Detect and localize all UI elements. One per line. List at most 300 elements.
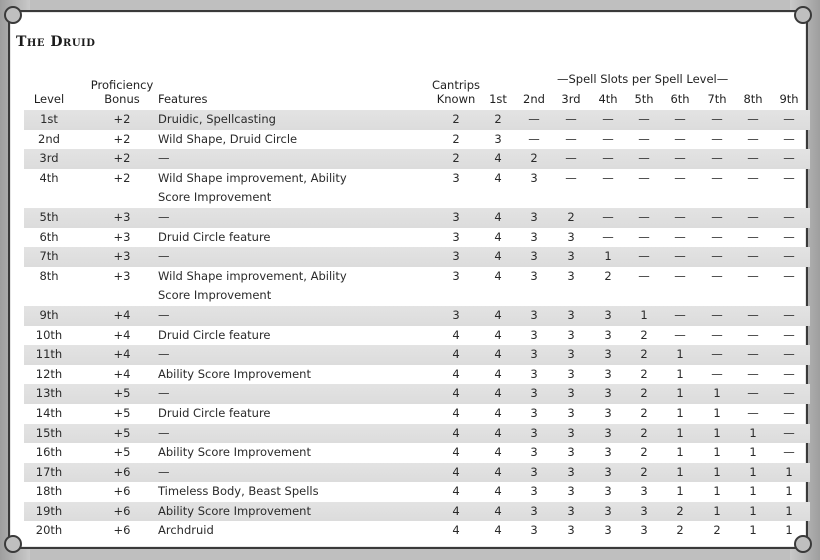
table-row — [24, 482, 810, 502]
cell-slot-9: — — [783, 209, 795, 224]
cell-slot-9: — — [783, 405, 795, 420]
cell-slot-3: 3 — [567, 445, 575, 460]
cell-slot-5: 3 — [640, 523, 648, 538]
cell-proficiency: +5 — [113, 386, 131, 401]
cell-level: 6th — [39, 229, 59, 244]
cell-slot-6: — — [674, 112, 686, 126]
cell-slot-6: — — [674, 249, 686, 264]
cell-slot-9: — — [783, 112, 795, 126]
cell-slot-8: — — [747, 112, 759, 126]
cell-slot-8: 1 — [749, 464, 757, 479]
cell-proficiency: +3 — [113, 209, 131, 224]
cell-slot-8: — — [747, 151, 759, 166]
cell-features: Druid Circle feature — [158, 327, 271, 342]
cell-slot-7: — — [711, 229, 723, 244]
cell-level: 14th — [35, 405, 63, 420]
cell-slot-6: 1 — [676, 425, 684, 440]
cell-cantrips: 4 — [452, 386, 460, 401]
cell-slot-7: 1 — [713, 445, 721, 460]
table-header — [24, 64, 810, 110]
cell-slot-1: 4 — [494, 327, 502, 342]
cell-slot-5: 2 — [640, 386, 648, 401]
cell-slot-4: — — [602, 112, 614, 126]
cell-slot-8: — — [747, 170, 759, 185]
cell-cantrips: 3 — [452, 268, 460, 283]
cell-slot-4: 3 — [604, 523, 612, 538]
cell-features: Druid Circle feature — [158, 229, 271, 244]
cell-slot-8: — — [747, 405, 759, 420]
cell-slot-4: 3 — [604, 386, 612, 401]
cell-slot-2: 3 — [530, 366, 538, 381]
cell-cantrips: 4 — [452, 425, 460, 440]
cell-slot-7: 1 — [713, 503, 721, 518]
cell-slot-8: 1 — [749, 425, 757, 440]
cell-slot-9: 1 — [785, 523, 793, 538]
header-slot-1st: 1st — [489, 92, 507, 106]
cell-proficiency: +3 — [113, 249, 131, 264]
cell-features: — — [158, 425, 170, 440]
cell-features: Druidic, Spellcasting — [158, 112, 276, 126]
table-body — [24, 110, 810, 541]
cell-slot-3: 3 — [567, 327, 575, 342]
cell-slot-7: — — [711, 347, 723, 362]
cell-slot-1: 4 — [494, 249, 502, 264]
table-row — [24, 424, 810, 444]
cell-slot-5: — — [638, 249, 650, 264]
cell-slot-8: — — [747, 366, 759, 381]
cell-slot-1: 4 — [494, 366, 502, 381]
header-slot-6th: 6th — [670, 92, 690, 106]
cell-slot-4: — — [602, 209, 614, 224]
cell-slot-5: 1 — [640, 307, 648, 322]
cell-slot-7: — — [711, 366, 723, 381]
table-row — [24, 247, 810, 267]
frame-corner-ornament — [794, 6, 812, 24]
cell-level: 4th — [39, 170, 59, 185]
cell-slot-3: 3 — [567, 347, 575, 362]
header-slot-8th: 8th — [743, 92, 763, 106]
table-row — [24, 443, 810, 463]
cell-proficiency: +5 — [113, 445, 131, 460]
cell-slot-5: — — [638, 151, 650, 166]
header-cantrips-line2: Known — [436, 92, 476, 106]
cell-slot-5: 3 — [640, 503, 648, 518]
header-slot-3rd: 3rd — [561, 92, 581, 106]
cell-cantrips: 4 — [452, 523, 460, 538]
cell-proficiency: +6 — [113, 523, 131, 538]
cell-slot-3: 3 — [567, 464, 575, 479]
cell-slot-8: 1 — [749, 445, 757, 460]
header-slot-2nd: 2nd — [523, 92, 545, 106]
cell-slot-6: 2 — [676, 503, 684, 518]
table-title: The Druid — [16, 34, 96, 50]
cell-slot-1: 4 — [494, 503, 502, 518]
cell-slot-6: 1 — [676, 405, 684, 420]
cell-slot-2: 3 — [530, 484, 538, 499]
cell-slot-4: 2 — [604, 268, 612, 283]
cell-slot-9: — — [783, 131, 795, 146]
cell-proficiency: +4 — [113, 347, 131, 362]
cell-level: 9th — [39, 307, 59, 322]
cell-slot-2: — — [528, 131, 540, 146]
cell-slot-6: 1 — [676, 445, 684, 460]
cell-slot-3: 3 — [567, 484, 575, 499]
cell-slot-4: 3 — [604, 484, 612, 499]
cell-level: 8th — [39, 268, 59, 283]
cell-slot-6: — — [674, 268, 686, 283]
cell-level: 5th — [39, 209, 59, 224]
cell-slot-4: 3 — [604, 366, 612, 381]
cell-cantrips: 4 — [452, 327, 460, 342]
cell-slot-5: 2 — [640, 405, 648, 420]
cell-slot-4: — — [602, 170, 614, 185]
cell-features: Ability Score Improvement — [158, 366, 311, 381]
cell-slot-4: 3 — [604, 425, 612, 440]
header-features: Features — [158, 92, 208, 106]
cell-level: 17th — [35, 464, 63, 479]
cell-level: 16th — [35, 445, 63, 460]
cell-cantrips: 2 — [452, 112, 460, 126]
cell-slot-7: — — [711, 131, 723, 146]
header-slot-7th: 7th — [707, 92, 727, 106]
cell-slot-4: 3 — [604, 445, 612, 460]
cell-slot-1: 4 — [494, 347, 502, 362]
cell-slot-6: 1 — [676, 347, 684, 362]
cell-slot-5: 2 — [640, 327, 648, 342]
cell-slot-1: 4 — [494, 405, 502, 420]
frame-corner-ornament — [4, 535, 22, 553]
cell-proficiency: +2 — [113, 170, 131, 185]
cell-slot-6: 1 — [676, 386, 684, 401]
header-slot-9th: 9th — [779, 92, 799, 106]
cell-slot-6: — — [674, 151, 686, 166]
cell-slot-7: 1 — [713, 405, 721, 420]
cell-proficiency: +6 — [113, 464, 131, 479]
cell-slot-8: — — [747, 327, 759, 342]
cell-proficiency: +4 — [113, 327, 131, 342]
cell-slot-6: — — [674, 327, 686, 342]
druid-table — [24, 64, 810, 541]
cell-slot-2: 3 — [530, 170, 538, 185]
cell-slot-2: 2 — [530, 151, 538, 166]
cell-cantrips: 4 — [452, 503, 460, 518]
cell-proficiency: +4 — [113, 307, 131, 322]
cell-features: Wild Shape improvement, Ability Score Improvement — [158, 170, 347, 205]
cell-cantrips: 4 — [452, 347, 460, 362]
cell-slot-7: 1 — [713, 484, 721, 499]
table-row — [24, 110, 810, 130]
cell-level: 10th — [35, 327, 63, 342]
cell-slot-3: 3 — [567, 425, 575, 440]
cell-slot-5: 2 — [640, 425, 648, 440]
cell-cantrips: 4 — [452, 366, 460, 381]
cell-slot-9: — — [783, 170, 795, 185]
cell-slot-1: 4 — [494, 484, 502, 499]
header-slot-5th: 5th — [634, 92, 654, 106]
cell-slot-7: 2 — [713, 523, 721, 538]
cell-slot-1: 4 — [494, 209, 502, 224]
cell-slot-1: 3 — [494, 131, 502, 146]
cell-slot-6: — — [674, 307, 686, 322]
cell-slot-2: 3 — [530, 268, 538, 283]
cell-cantrips: 3 — [452, 307, 460, 322]
cell-slot-2: 3 — [530, 405, 538, 420]
cell-slot-1: 4 — [494, 386, 502, 401]
cell-slot-8: — — [747, 131, 759, 146]
cell-slot-3: — — [565, 131, 577, 146]
table-row — [24, 130, 810, 150]
cell-slot-2: 3 — [530, 464, 538, 479]
cell-level: 18th — [35, 484, 63, 499]
cell-slot-4: 3 — [604, 503, 612, 518]
cell-slot-3: — — [565, 151, 577, 166]
cell-slot-3: — — [565, 170, 577, 185]
cell-features: — — [158, 249, 170, 264]
table-row — [24, 228, 810, 248]
cell-features: Wild Shape improvement, Ability Score Improvement — [158, 268, 347, 303]
cell-slot-8: — — [747, 249, 759, 264]
cell-slot-7: — — [711, 112, 723, 126]
cell-proficiency: +3 — [113, 268, 131, 283]
cell-proficiency: +2 — [113, 112, 131, 126]
cell-slot-2: 3 — [530, 209, 538, 224]
cell-slot-9: — — [783, 268, 795, 283]
cell-slot-8: 1 — [749, 484, 757, 499]
cell-slot-7: — — [711, 268, 723, 283]
table-row — [24, 345, 810, 365]
cell-slot-9: — — [783, 229, 795, 244]
cell-slot-9: — — [783, 386, 795, 401]
cell-slot-8: — — [747, 229, 759, 244]
cell-proficiency: +3 — [113, 229, 131, 244]
cell-slot-1: 4 — [494, 307, 502, 322]
cell-slot-4: 1 — [604, 249, 612, 264]
cell-slot-6: 1 — [676, 366, 684, 381]
cell-slot-1: 4 — [494, 170, 502, 185]
cell-level: 20th — [35, 523, 63, 538]
cell-slot-2: 3 — [530, 229, 538, 244]
cell-slot-2: 3 — [530, 347, 538, 362]
cell-slot-5: 2 — [640, 445, 648, 460]
cell-slot-9: — — [783, 327, 795, 342]
cell-slot-7: — — [711, 170, 723, 185]
header-proficiency-line1: Proficiency — [90, 78, 154, 92]
cell-slot-6: — — [674, 209, 686, 224]
cell-slot-4: 3 — [604, 327, 612, 342]
cell-features: — — [158, 386, 170, 401]
cell-slot-5: 2 — [640, 464, 648, 479]
cell-cantrips: 4 — [452, 484, 460, 499]
spell-slots-header: —Spell Slots per Spell Level— — [557, 72, 729, 86]
cell-slot-5: 3 — [640, 484, 648, 499]
cell-level: 2nd — [38, 131, 60, 146]
cell-slot-6: 2 — [676, 523, 684, 538]
cell-slot-5: — — [638, 209, 650, 224]
cell-slot-7: 1 — [713, 464, 721, 479]
cell-proficiency: +2 — [113, 151, 131, 166]
table-row — [24, 149, 810, 169]
frame-corner-ornament — [4, 6, 22, 24]
cell-slot-5: 2 — [640, 347, 648, 362]
cell-slot-5: — — [638, 112, 650, 126]
cell-slot-6: — — [674, 229, 686, 244]
header-level: Level — [33, 92, 65, 106]
cell-slot-9: — — [783, 366, 795, 381]
cell-cantrips: 2 — [452, 131, 460, 146]
cell-slot-8: — — [747, 386, 759, 401]
cell-proficiency: +2 — [113, 131, 131, 146]
cell-level: 19th — [35, 503, 63, 518]
cell-slot-7: — — [711, 307, 723, 322]
cell-slot-9: 1 — [785, 484, 793, 499]
cell-slot-6: 1 — [676, 484, 684, 499]
header-cantrips-line1: Cantrips — [431, 78, 481, 92]
cell-slot-7: — — [711, 151, 723, 166]
cell-cantrips: 3 — [452, 229, 460, 244]
cell-slot-5: — — [638, 170, 650, 185]
cell-slot-3: 3 — [567, 523, 575, 538]
header-proficiency-line2: Bonus — [104, 92, 140, 106]
cell-slot-4: — — [602, 229, 614, 244]
table-row — [24, 463, 810, 483]
cell-slot-7: — — [711, 327, 723, 342]
cell-cantrips: 3 — [452, 209, 460, 224]
cell-features: Ability Score Improvement — [158, 503, 311, 518]
table-row — [24, 169, 810, 208]
cell-slot-1: 4 — [494, 445, 502, 460]
cell-slot-9: — — [783, 151, 795, 166]
cell-slot-3: 3 — [567, 366, 575, 381]
cell-slot-1: 4 — [494, 268, 502, 283]
cell-slot-2: 3 — [530, 523, 538, 538]
cell-slot-1: 4 — [494, 229, 502, 244]
cell-features: Archdruid — [158, 523, 214, 538]
cell-level: 7th — [39, 249, 59, 264]
cell-cantrips: 2 — [452, 151, 460, 166]
cell-slot-8: 1 — [749, 523, 757, 538]
cell-slot-3: 3 — [567, 229, 575, 244]
cell-slot-2: 3 — [530, 503, 538, 518]
cell-slot-7: 1 — [713, 386, 721, 401]
cell-slot-3: 3 — [567, 249, 575, 264]
cell-slot-9: — — [783, 347, 795, 362]
cell-slot-9: 1 — [785, 503, 793, 518]
cell-features: — — [158, 347, 170, 362]
cell-slot-4: 3 — [604, 307, 612, 322]
cell-features: — — [158, 209, 170, 224]
cell-features: — — [158, 307, 170, 322]
cell-features: Druid Circle feature — [158, 405, 271, 420]
cell-slot-3: — — [565, 112, 577, 126]
cell-proficiency: +5 — [113, 405, 131, 420]
table-row — [24, 521, 810, 541]
cell-slot-6: — — [674, 170, 686, 185]
cell-slot-2: 3 — [530, 327, 538, 342]
cell-slot-3: 3 — [567, 405, 575, 420]
cell-slot-4: — — [602, 131, 614, 146]
cell-level: 3rd — [39, 151, 59, 166]
cell-slot-3: 3 — [567, 503, 575, 518]
cell-proficiency: +5 — [113, 425, 131, 440]
cell-slot-4: 3 — [604, 464, 612, 479]
cell-slot-9: — — [783, 425, 795, 440]
cell-slot-9: — — [783, 249, 795, 264]
table-row — [24, 267, 810, 306]
cell-slot-5: — — [638, 229, 650, 244]
cell-slot-1: 4 — [494, 523, 502, 538]
cell-slot-5: 2 — [640, 366, 648, 381]
cell-proficiency: +6 — [113, 484, 131, 499]
cell-slot-7: 1 — [713, 425, 721, 440]
cell-slot-2: — — [528, 112, 540, 126]
table-row — [24, 306, 810, 326]
cell-features: Timeless Body, Beast Spells — [158, 484, 319, 499]
cell-level: 15th — [35, 425, 63, 440]
cell-slot-7: — — [711, 209, 723, 224]
cell-proficiency: +6 — [113, 503, 131, 518]
cell-level: 1st — [40, 112, 58, 126]
cell-slot-2: 3 — [530, 249, 538, 264]
table-row — [24, 502, 810, 522]
table-row — [24, 404, 810, 424]
cell-features: Wild Shape, Druid Circle — [158, 131, 298, 146]
cell-slot-4: — — [602, 151, 614, 166]
cell-slot-3: 3 — [567, 307, 575, 322]
cell-slot-8: — — [747, 268, 759, 283]
cell-slot-1: 2 — [494, 112, 502, 126]
cell-slot-2: 3 — [530, 386, 538, 401]
cell-cantrips: 4 — [452, 405, 460, 420]
cell-slot-1: 4 — [494, 464, 502, 479]
cell-slot-8: — — [747, 307, 759, 322]
cell-slot-9: — — [783, 445, 795, 460]
cell-slot-1: 4 — [494, 151, 502, 166]
cell-level: 12th — [35, 366, 63, 381]
table-row — [24, 384, 810, 404]
cell-slot-6: — — [674, 131, 686, 146]
cell-slot-8: — — [747, 209, 759, 224]
cell-slot-4: 3 — [604, 405, 612, 420]
table-row — [24, 365, 810, 385]
cell-slot-3: 3 — [567, 386, 575, 401]
cell-slot-2: 3 — [530, 445, 538, 460]
table-row — [24, 208, 810, 228]
cell-slot-5: — — [638, 131, 650, 146]
cell-slot-1: 4 — [494, 425, 502, 440]
cell-slot-9: 1 — [785, 464, 793, 479]
cell-slot-8: — — [747, 347, 759, 362]
cell-slot-3: 3 — [567, 268, 575, 283]
cell-slot-7: — — [711, 249, 723, 264]
cell-level: 13th — [35, 386, 63, 401]
cell-cantrips: 3 — [452, 170, 460, 185]
header-slot-4th: 4th — [598, 92, 618, 106]
cell-features: — — [158, 151, 170, 166]
cell-slot-6: 1 — [676, 464, 684, 479]
cell-features: Ability Score Improvement — [158, 445, 311, 460]
cell-slot-2: 3 — [530, 307, 538, 322]
cell-level: 11th — [35, 347, 63, 362]
cell-cantrips: 4 — [452, 445, 460, 460]
table-frame — [8, 10, 808, 549]
cell-slot-2: 3 — [530, 425, 538, 440]
table-row — [24, 326, 810, 346]
cell-proficiency: +4 — [113, 366, 131, 381]
cell-slot-8: 1 — [749, 503, 757, 518]
cell-slot-4: 3 — [604, 347, 612, 362]
cell-cantrips: 3 — [452, 249, 460, 264]
cell-slot-5: — — [638, 268, 650, 283]
